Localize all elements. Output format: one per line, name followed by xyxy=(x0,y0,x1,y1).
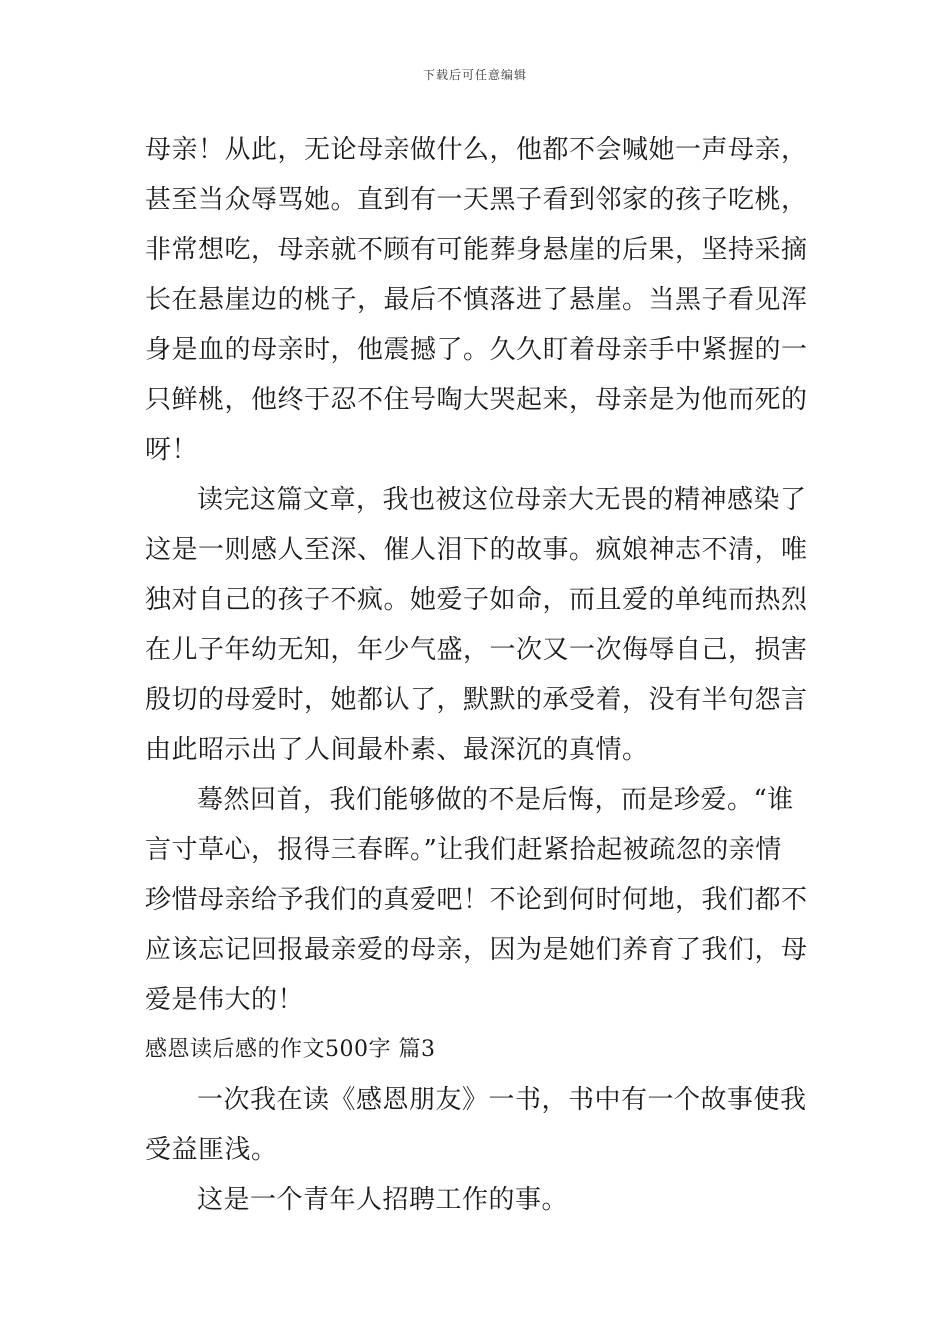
paragraph-start-line: 读完这篇文章，我也被这位母亲大无畏的精神感染了 xyxy=(197,485,807,515)
text-line: 受益匪浅。 xyxy=(145,1135,278,1165)
text-line: 只鲜桃，他终于忍不住号啕大哭起来，母亲是为他而死的 xyxy=(145,385,808,415)
text-line: 身是血的母亲时，他震撼了。久久盯着母亲手中紧握的一 xyxy=(145,335,808,365)
text-line: 珍惜母亲给予我们的真爱吧！不论到何时何地，我们都不 xyxy=(145,885,808,915)
section-heading: 感恩读后感的作文500字 篇3 xyxy=(145,1037,436,1062)
text-line: 非常想吃，母亲就不顾有可能葬身悬崖的后果，坚持采摘 xyxy=(145,235,808,265)
text-line: 在儿子年幼无知，年少气盛，一次又一次侮辱自己，损害 xyxy=(145,635,808,665)
text-line: 呀！ xyxy=(145,435,199,465)
document-body xyxy=(145,125,810,1225)
paragraph-start-line: 一次我在读《感恩朋友》一书，书中有一个故事使我 xyxy=(197,1085,807,1115)
text-line: 殷切的母爱时，她都认了，默默的承受着，没有半句怨言 xyxy=(145,685,808,715)
paragraph-start-line: 蓦然回首，我们能够做的不是后悔，而是珍爱。“谁 xyxy=(197,785,794,815)
paragraph-start-line: 这是一个青年人招聘工作的事。 xyxy=(197,1185,569,1215)
text-line: 这是一则感人至深、催人泪下的故事。疯娘神志不清，唯 xyxy=(145,535,808,565)
text-line: 母亲！从此，无论母亲做什么，他都不会喊她一声母亲， xyxy=(145,135,808,165)
text-line: 独对自己的孩子不疯。她爱子如命，而且爱的单纯而热烈 xyxy=(145,585,808,615)
text-line: 由此昭示出了人间最朴素、最深沉的真情。 xyxy=(145,735,649,765)
text-line: 长在悬崖边的桃子，最后不慎落进了悬崖。当黑子看见浑 xyxy=(145,285,808,315)
text-line: 言寸草心，报得三春晖。”让我们赶紧拾起被疏忽的亲情 xyxy=(145,835,782,865)
header-note: 下载后可任意编辑 xyxy=(422,68,527,82)
text-line: 应该忘记回报最亲爱的母亲，因为是她们养育了我们，母 xyxy=(145,935,808,965)
text-line: 爱是伟大的！ xyxy=(145,985,305,1015)
text-line: 甚至当众辱骂她。直到有一天黑子看到邻家的孩子吃桃， xyxy=(145,185,808,215)
